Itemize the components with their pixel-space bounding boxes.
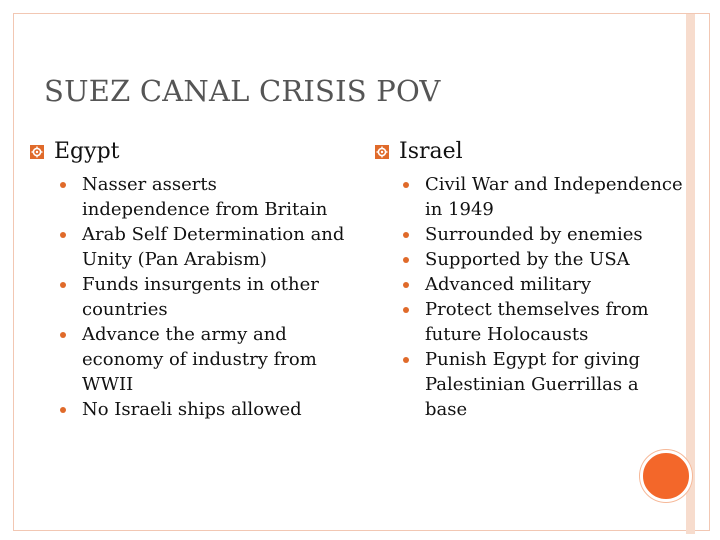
gear-square-icon xyxy=(375,145,389,159)
bullet-dot-icon xyxy=(403,182,409,188)
list-item-text: Protect themselves from future Holocausts xyxy=(425,299,649,345)
list-item xyxy=(375,247,685,272)
list-item xyxy=(30,322,350,397)
decorative-side-bar xyxy=(686,14,695,534)
israel-heading-label: Israel xyxy=(399,139,463,164)
israel-bullet-list xyxy=(375,172,685,422)
israel-heading xyxy=(375,138,685,166)
list-item xyxy=(30,172,350,222)
bullet-dot-icon xyxy=(403,282,409,288)
bullet-dot-icon xyxy=(403,232,409,238)
list-item-text: Surrounded by enemies xyxy=(425,224,643,245)
bullet-dot-icon xyxy=(60,232,66,238)
list-item-text: Advanced military xyxy=(425,274,592,295)
list-item xyxy=(375,297,685,347)
list-item-text: Civil War and Independence in 1949 xyxy=(425,174,683,220)
egypt-column xyxy=(30,138,350,422)
list-item-text: Advance the army and economy of industry from WWII xyxy=(82,324,317,395)
list-item xyxy=(30,222,350,272)
list-item-text: Arab Self Determination and Unity (Pan Arabism) xyxy=(82,224,345,270)
decorative-circle xyxy=(640,450,692,502)
bullet-dot-icon xyxy=(60,282,66,288)
list-item xyxy=(30,272,350,322)
egypt-bullet-list xyxy=(30,172,350,422)
slide-title: SUEZ CANAL CRISIS POV xyxy=(44,74,441,108)
egypt-heading xyxy=(30,138,350,166)
list-item-text: No Israeli ships allowed xyxy=(82,399,302,420)
bullet-dot-icon xyxy=(60,407,66,413)
bullet-dot-icon xyxy=(403,357,409,363)
list-item xyxy=(375,222,685,247)
bullet-dot-icon xyxy=(403,257,409,263)
egypt-heading-label: Egypt xyxy=(54,139,120,164)
gear-square-icon xyxy=(30,145,44,159)
bullet-dot-icon xyxy=(403,307,409,313)
bullet-dot-icon xyxy=(60,332,66,338)
list-item-text: Funds insurgents in other countries xyxy=(82,274,319,320)
list-item xyxy=(30,397,350,422)
bullet-dot-icon xyxy=(60,182,66,188)
list-item xyxy=(375,347,685,422)
israel-column xyxy=(375,138,685,422)
list-item xyxy=(375,272,685,297)
list-item-text: Punish Egypt for giving Palestinian Guerrillas a base xyxy=(425,349,641,420)
list-item-text: Nasser asserts independence from Britain xyxy=(82,174,328,220)
list-item-text: Supported by the USA xyxy=(425,249,630,270)
list-item xyxy=(375,172,685,222)
